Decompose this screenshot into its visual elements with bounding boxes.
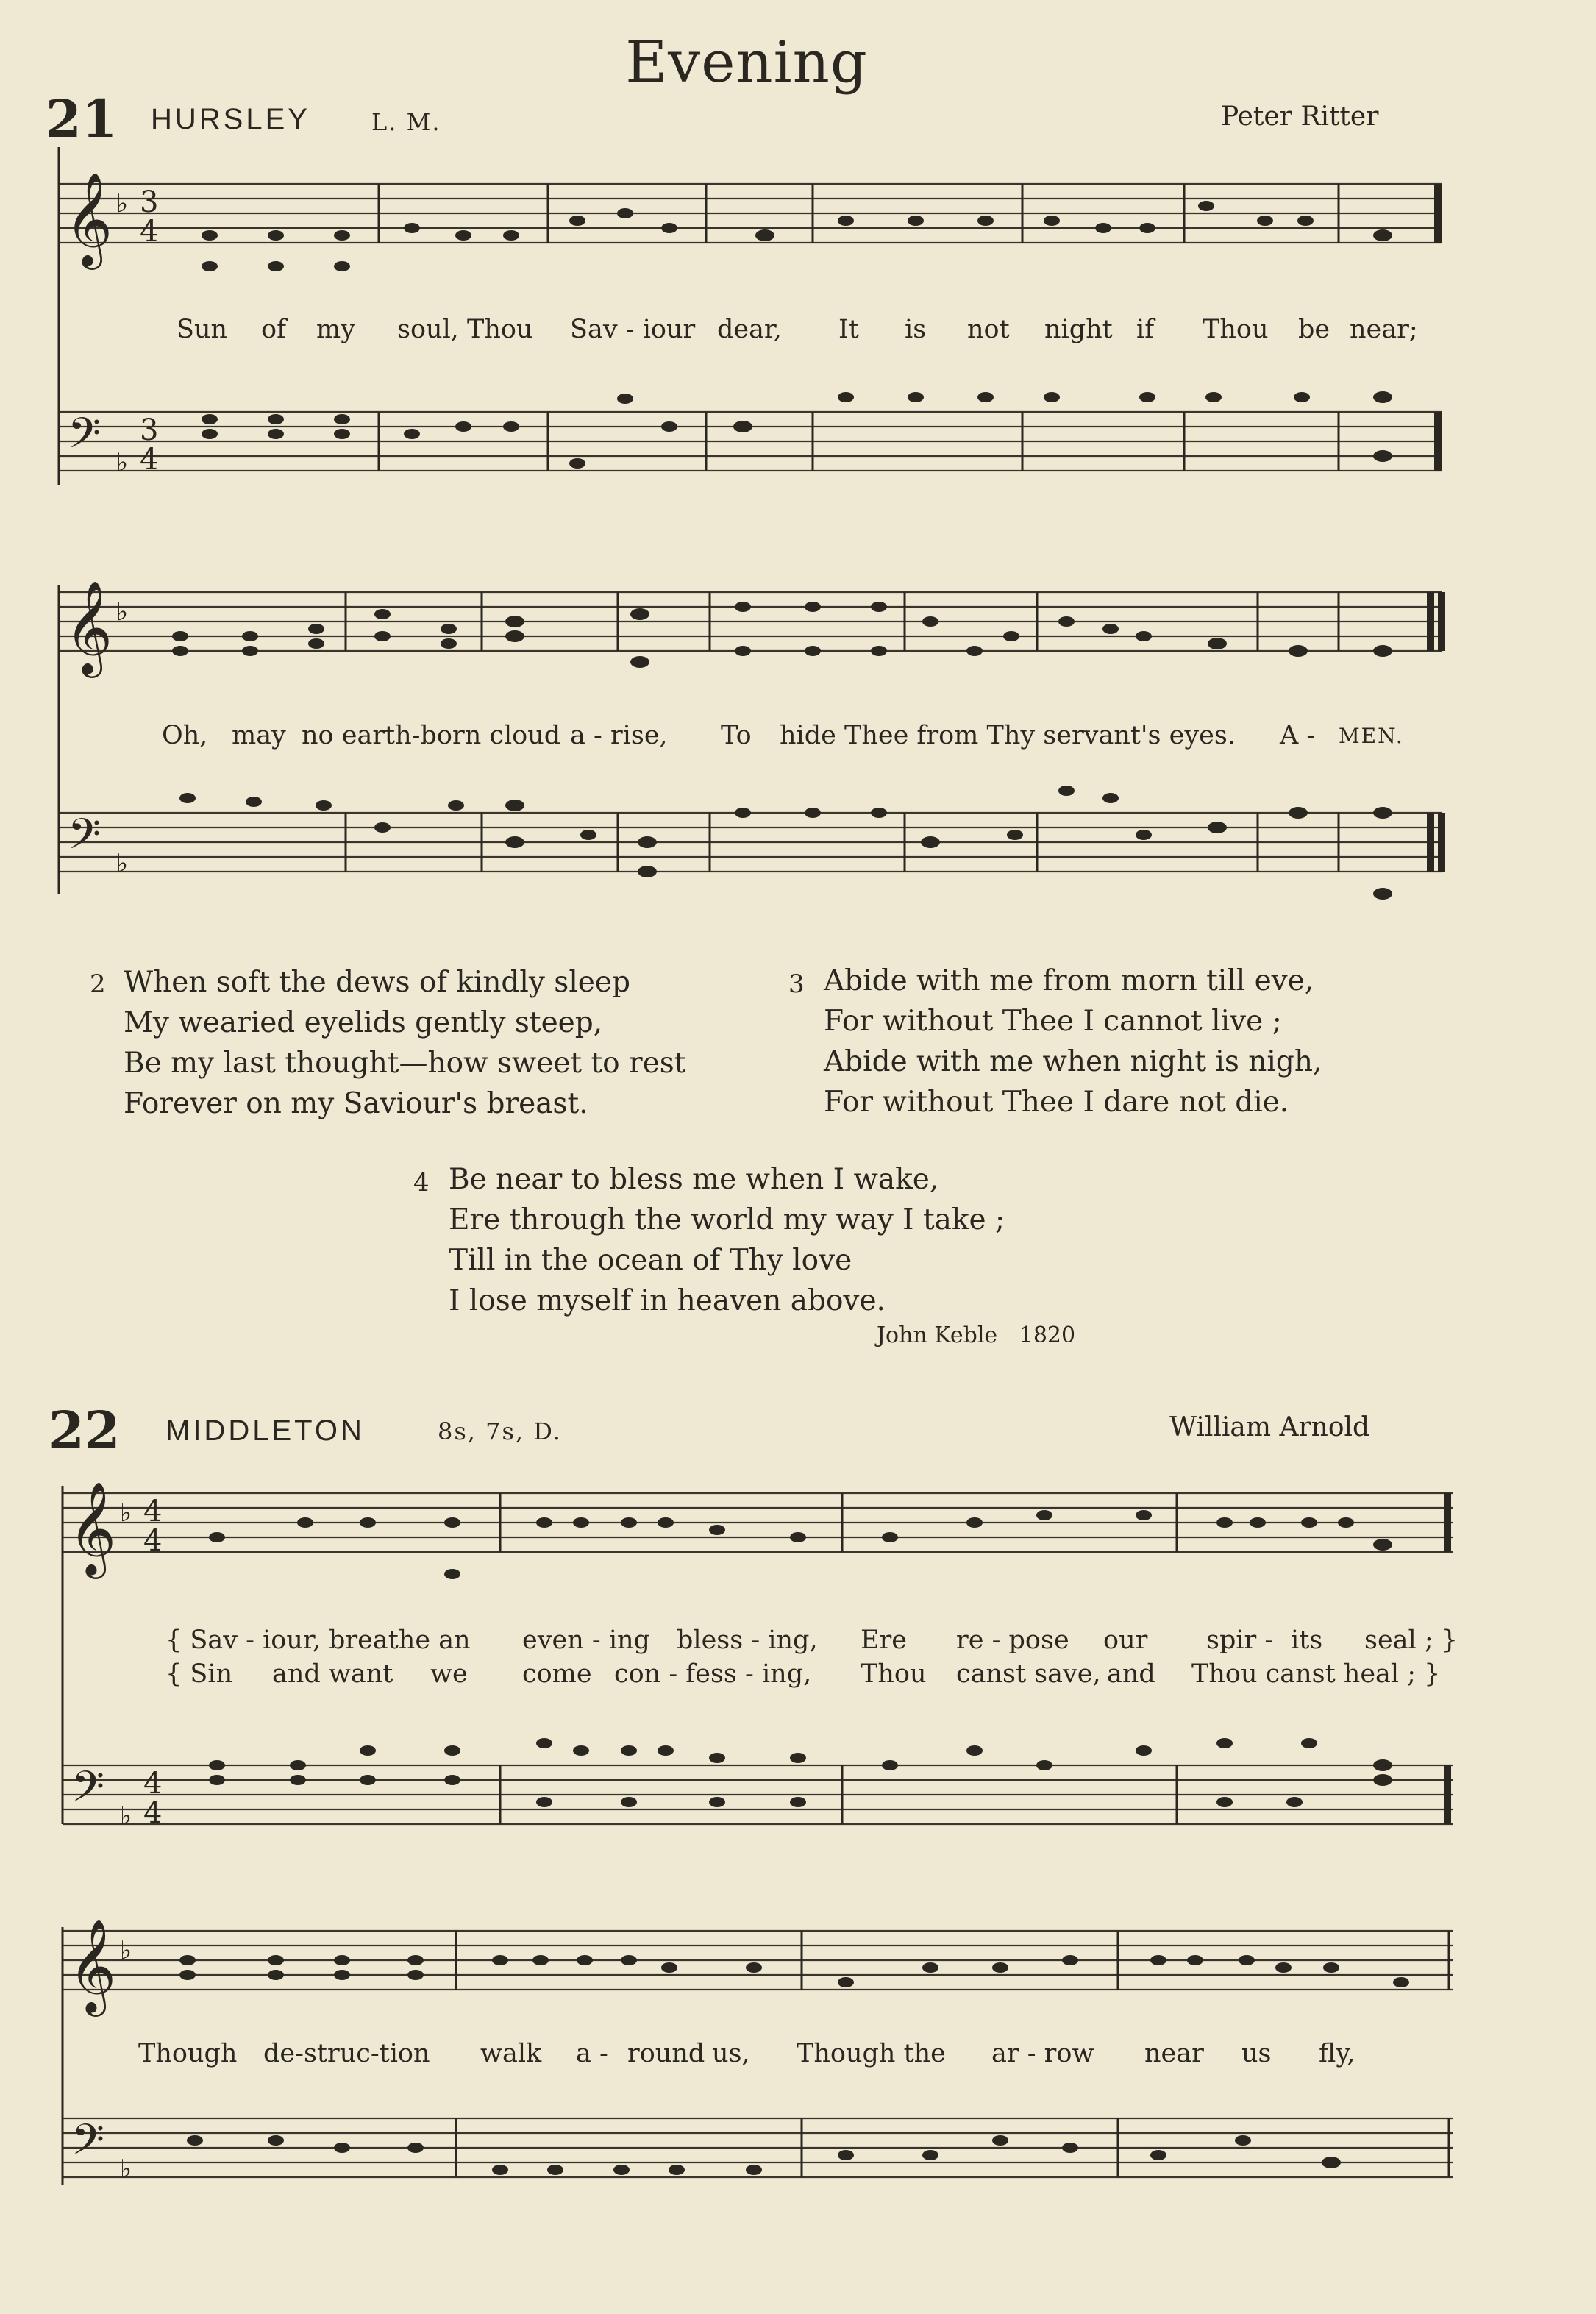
author-credit xyxy=(877,1322,1075,1348)
treble-clef-icon: 𝄞 xyxy=(68,1481,117,1575)
lyric-syllable: Though xyxy=(138,2039,238,2068)
lyric-syllable: hide Thee from Thy servant's eyes. xyxy=(780,721,1236,750)
lyric-syllable: seal ; } xyxy=(1364,1626,1458,1655)
lyric-syllable: walk xyxy=(480,2039,542,2068)
staff-bass-system-2 xyxy=(0,805,1596,908)
lyric-syllable: near; xyxy=(1350,315,1418,344)
svg-text:♭: ♭ xyxy=(120,1936,132,1965)
lyric-syllable: Ere xyxy=(861,1626,907,1655)
svg-text:4: 4 xyxy=(143,1524,163,1558)
flat-icon: ♭ xyxy=(116,448,129,477)
lyric-syllable: its xyxy=(1291,1626,1323,1655)
verse-line: Ere through the world my way I take ; xyxy=(449,1203,1005,1236)
lyric-syllable: bless - ing, xyxy=(677,1626,818,1655)
bass-clef-icon: 𝄢 xyxy=(71,2115,105,2175)
lyric-syllable: Oh, xyxy=(162,721,208,750)
author-year: 1820 xyxy=(1019,1322,1076,1348)
verse-line: When soft the dews of kindly sleep xyxy=(124,966,630,999)
composer-name: William Arnold xyxy=(1169,1412,1370,1442)
svg-text:4: 4 xyxy=(143,1796,163,1830)
lyric-syllable: a - rise, xyxy=(570,721,668,750)
svg-text:♭: ♭ xyxy=(116,597,129,627)
lyric-syllable: ar - row xyxy=(991,2039,1094,2068)
time-sig-top: 3 xyxy=(140,185,159,219)
lyric-syllable: soul, Thou xyxy=(397,315,533,344)
lyric-syllable: near xyxy=(1144,2039,1204,2068)
verse-block xyxy=(449,1159,1005,1321)
lyric-syllable: To xyxy=(721,721,752,750)
lyric-syllable: Thou xyxy=(1203,315,1269,344)
lyric-syllable: { Sav - iour, breathe an xyxy=(165,1626,471,1655)
verse-block xyxy=(124,962,685,1124)
lyric-syllable: Thou canst heal ; } xyxy=(1191,1659,1441,1689)
tune-meter: L. M. xyxy=(371,108,441,136)
treble-clef-icon: 𝄞 xyxy=(65,171,113,266)
time-sig-bottom: 4 xyxy=(140,215,159,249)
svg-text:♭: ♭ xyxy=(116,849,129,878)
page-title: Evening xyxy=(625,29,868,96)
lyric-syllable: if xyxy=(1136,315,1155,344)
lyric-syllable: may xyxy=(232,721,286,750)
lyric-syllable: our xyxy=(1103,1626,1148,1655)
svg-text:♭: ♭ xyxy=(120,1498,132,1528)
lyric-syllable: round xyxy=(627,2039,705,2068)
lyric-syllable: us, xyxy=(712,2039,750,2068)
verse-line: Be my last thought—how sweet to rest xyxy=(124,1047,686,1080)
lyric-syllable: not xyxy=(967,315,1010,344)
lyric-syllable: Thou xyxy=(861,1659,927,1689)
svg-text:3: 3 xyxy=(140,413,159,447)
lyric-syllable: and xyxy=(1107,1659,1155,1689)
lyric-syllable: A - xyxy=(1280,721,1316,750)
hymn-number: 21 xyxy=(46,88,118,149)
verse-line: Forever on my Saviour's breast. xyxy=(124,1087,588,1120)
svg-text:♭: ♭ xyxy=(120,1801,132,1831)
svg-text:4: 4 xyxy=(143,1495,163,1528)
bass-clef-icon: 𝄢 xyxy=(71,1762,105,1822)
staff-bass-system-4 xyxy=(0,2111,1596,2214)
svg-text:♭: ♭ xyxy=(120,2154,132,2184)
svg-text:4: 4 xyxy=(143,1767,163,1801)
lyric-syllable: my xyxy=(316,315,355,344)
lyric-syllable: be xyxy=(1298,315,1330,344)
lyric-syllable: con - fess - ing, xyxy=(614,1659,812,1689)
staff-treble-system-2 xyxy=(0,580,1596,688)
bass-clef-icon: 𝄢 xyxy=(68,408,101,469)
lyric-syllable: de-struc-tion xyxy=(263,2039,430,2068)
verse-line: Abide with me when night is nigh, xyxy=(824,1045,1322,1078)
notes xyxy=(202,201,1392,271)
lyric-syllable: Sav - iour xyxy=(570,315,696,344)
staff-bass-system-3 xyxy=(0,1758,1596,1861)
verse-line: I lose myself in heaven above. xyxy=(449,1284,886,1317)
composer-name: Peter Ritter xyxy=(1221,102,1379,132)
treble-clef-icon: 𝄞 xyxy=(65,580,113,674)
verse-number: 3 xyxy=(788,969,805,999)
lyric-syllable: re - pose xyxy=(956,1626,1069,1655)
lyric-syllable: spir - xyxy=(1206,1626,1274,1655)
bass-clef-icon: 𝄢 xyxy=(68,809,101,869)
lyric-syllable: and want xyxy=(272,1659,393,1689)
verse-line: For without Thee I dare not die. xyxy=(824,1086,1289,1119)
treble-clef-icon: 𝄞 xyxy=(68,1918,117,2012)
verse-number: 4 xyxy=(413,1168,430,1197)
verse-number: 2 xyxy=(90,969,106,999)
verse-line: Be near to bless me when I wake, xyxy=(449,1163,939,1196)
verse-line: Till in the ocean of Thy love xyxy=(449,1244,852,1277)
svg-text:4: 4 xyxy=(140,443,159,477)
lyric-syllable: of xyxy=(261,315,287,344)
author-name: John Keble xyxy=(877,1322,998,1348)
lyric-syllable: fly, xyxy=(1319,2039,1355,2068)
verse-block xyxy=(824,961,1322,1122)
lyric-syllable: { Sin xyxy=(165,1659,233,1689)
hymn-number: 22 xyxy=(49,1400,121,1461)
lyric-syllable: even - ing xyxy=(522,1626,650,1655)
lyric-syllable: is xyxy=(905,315,927,344)
staff-treble-system-4 xyxy=(0,1918,1596,2026)
staff-bass-system-1 xyxy=(0,405,1596,508)
staff-treble-system-1 xyxy=(0,171,1596,280)
lyric-syllable: canst save, xyxy=(956,1659,1101,1689)
lyric-syllable: MEN. xyxy=(1339,724,1404,748)
lyric-syllable: a - xyxy=(576,2039,608,2068)
lyric-syllable: we xyxy=(430,1659,468,1689)
staff-lines xyxy=(59,184,1442,243)
lyric-syllable: Sun xyxy=(177,315,228,344)
lyric-syllable: us xyxy=(1241,2039,1272,2068)
verse-line: Abide with me from morn till eve, xyxy=(824,964,1314,997)
verse-line: My wearied eyelids gently steep, xyxy=(124,1006,603,1039)
lyric-syllable: come xyxy=(522,1659,592,1689)
lyric-syllable: Though the xyxy=(797,2039,946,2068)
lyric-syllable: dear, xyxy=(717,315,782,344)
lyric-syllable: night xyxy=(1044,315,1113,344)
lyric-syllable: no earth-born cloud xyxy=(302,721,561,750)
lyric-syllable: It xyxy=(838,315,859,344)
tune-meter: 8s, 7s, D. xyxy=(438,1417,562,1445)
tune-name: HURSLEY xyxy=(151,103,310,135)
verse-line: For without Thee I cannot live ; xyxy=(824,1005,1282,1038)
staff-treble-system-3 xyxy=(0,1481,1596,1589)
flat-icon: ♭ xyxy=(116,189,129,218)
tune-name: MIDDLETON xyxy=(165,1414,365,1447)
